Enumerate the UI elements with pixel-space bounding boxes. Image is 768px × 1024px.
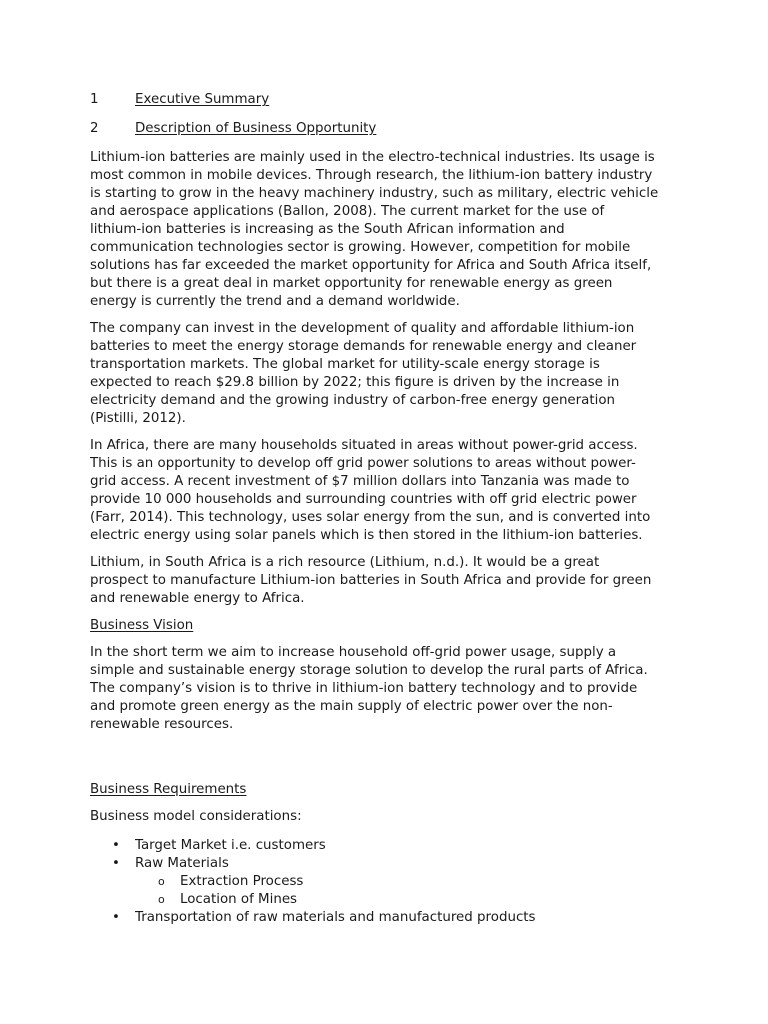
text-line: electric energy using solar panels which is then stored in the lithium-ion batteries.	[90, 528, 643, 543]
text-line: lithium-ion batteries is increasing as the South African information and	[90, 222, 565, 237]
text-line: provide 10 000 households and surrounding countries with off grid electric power	[90, 492, 637, 507]
sub-list-item	[90, 873, 690, 891]
business-model-intro	[90, 808, 690, 826]
text-line: In Africa, there are many households situated in areas without power-grid access.	[90, 438, 638, 453]
bullet-icon: •	[112, 856, 120, 871]
business-requirements-heading	[90, 781, 690, 799]
sub-list-item-text: Location of Mines	[180, 892, 298, 907]
heading-executive-summary	[90, 91, 690, 109]
section-title: Business Vision	[90, 618, 194, 633]
requirements-list	[90, 837, 690, 927]
text-line: transportation markets. The global market for utility-scale energy storage is	[90, 357, 600, 372]
paragraph-company-investment	[90, 320, 690, 428]
text-line: expected to reach $29.8 billion by 2022; this figure is driven by the increase in	[90, 375, 620, 390]
business-vision-heading	[90, 617, 690, 635]
document-page	[90, 91, 690, 927]
heading-number: 1	[90, 92, 99, 107]
heading-number: 2	[90, 121, 99, 136]
text-line: The company can invest in the development of quality and affordable lithium-ion	[90, 321, 635, 336]
text-line: Lithium, in South Africa is a rich resource (Lithium, n.d.). It would be a great	[90, 555, 600, 570]
paragraph-business-vision	[90, 644, 690, 734]
list-item-text: Target Market i.e. customers	[135, 838, 326, 853]
text-line: batteries to meet the energy storage demands for renewable energy and cleaner	[90, 339, 637, 354]
text-line: The company’s vision is to thrive in lithium-ion battery technology and to provide	[90, 681, 638, 696]
text-line: simple and sustainable energy storage solution to develop the rural parts of Africa.	[90, 663, 648, 678]
text-line: most common in mobile devices. Through research, the lithium-ion battery industry	[90, 168, 653, 183]
paragraph-south-africa-resource	[90, 554, 690, 608]
text-line: and aerospace applications (Ballon, 2008). The current market for the use of	[90, 204, 605, 219]
text-line: grid access. A recent investment of $7 million dollars into Tanzania was made to	[90, 474, 630, 489]
text-line: prospect to manufacture Lithium-ion batteries in South Africa and provide for green	[90, 573, 652, 588]
paragraph-africa-grid	[90, 437, 690, 545]
bullet-icon: •	[112, 838, 120, 853]
sub-bullet-icon: o	[158, 875, 165, 888]
section-title: Business Requirements	[90, 782, 247, 797]
text-line: Business model considerations:	[90, 809, 302, 824]
text-line: In the short term we aim to increase household off-grid power usage, supply a	[90, 645, 617, 660]
paragraph-lithium-usage	[90, 149, 690, 311]
heading-title: Executive Summary	[135, 92, 270, 107]
text-line: renewable resources.	[90, 717, 234, 732]
text-line: electricity demand and the growing industry of carbon-free energy generation	[90, 393, 616, 408]
bullet-icon: •	[112, 910, 120, 925]
text-line: solutions has far exceeded the market opportunity for Africa and South Africa itself,	[90, 258, 652, 273]
list-item	[90, 855, 690, 873]
list-item	[90, 837, 690, 855]
list-item-text: Transportation of raw materials and manufactured products	[135, 910, 536, 925]
text-line: (Pistilli, 2012).	[90, 411, 186, 426]
text-line: energy is currently the trend and a demand worldwide.	[90, 294, 460, 309]
text-line: is starting to grow in the heavy machinery industry, such as military, electric vehicle	[90, 186, 659, 201]
text-line: and promote green energy as the main supply of electric power over the non-	[90, 699, 613, 714]
list-item-text: Raw Materials	[135, 856, 229, 871]
sub-list-item	[90, 891, 690, 909]
text-line: (Farr, 2014). This technology, uses solar energy from the sun, and is converted into	[90, 510, 651, 525]
list-item	[90, 909, 690, 927]
text-line: Lithium-ion batteries are mainly used in the electro-technical industries. Its usage is	[90, 150, 655, 165]
sub-bullet-icon: o	[158, 893, 165, 906]
heading-title: Description of Business Opportunity	[135, 121, 377, 136]
text-line: This is an opportunity to develop off grid power solutions to areas without power-	[90, 456, 636, 471]
heading-business-opportunity	[90, 120, 690, 138]
text-line: communication technologies sector is growing. However, competition for mobile	[90, 240, 631, 255]
text-line: but there is a great deal in market opportunity for renewable energy as green	[90, 276, 613, 291]
text-line: and renewable energy to Africa.	[90, 591, 305, 606]
sub-list-item-text: Extraction Process	[180, 874, 304, 889]
